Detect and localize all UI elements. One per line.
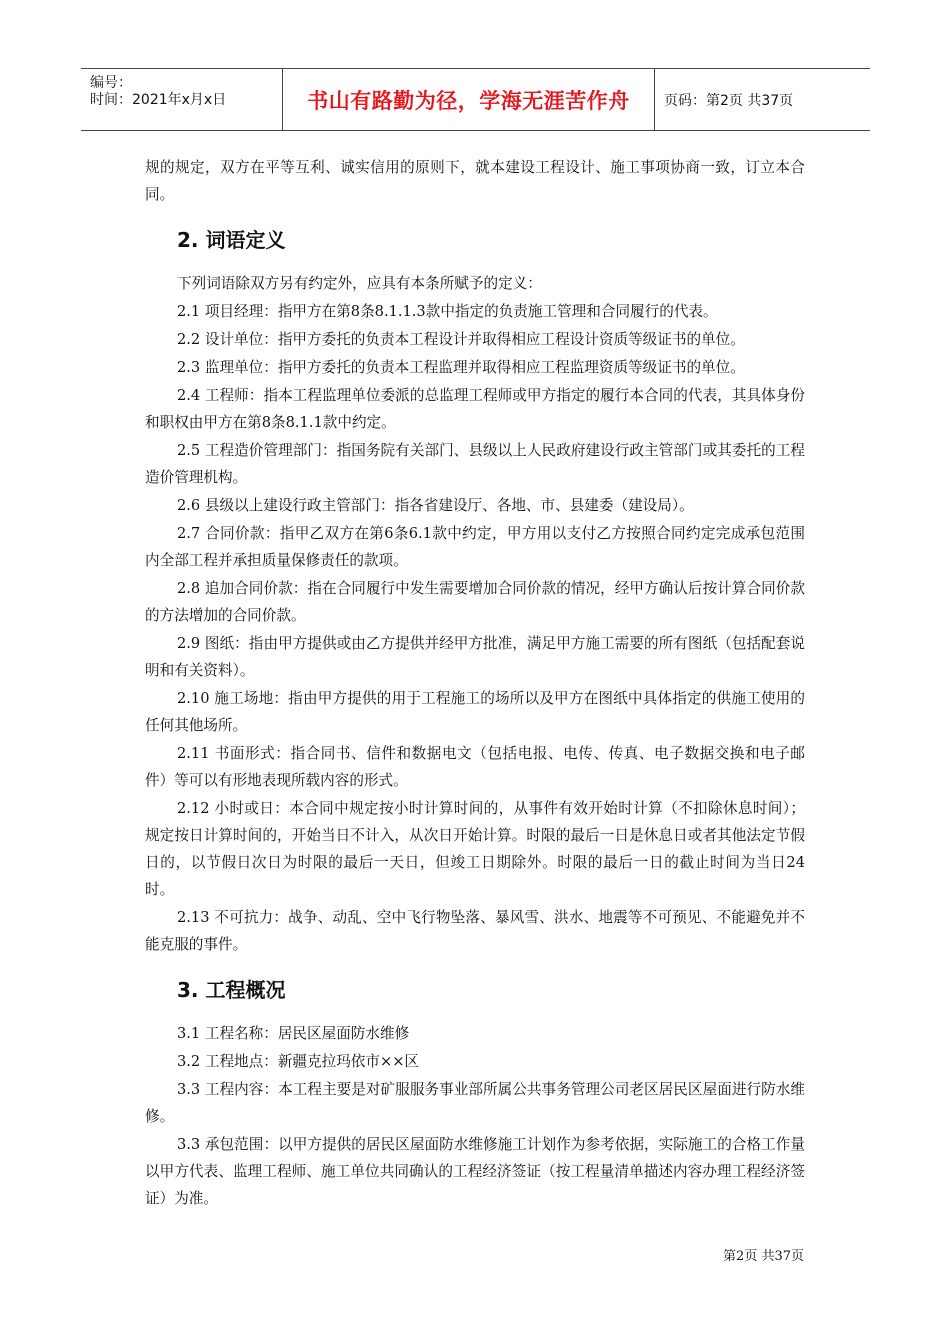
section-3-heading: 3. 工程概况 xyxy=(177,978,286,1002)
section-3-paragraph: 3.1 工程名称：居民区屋面防水维修 xyxy=(177,1025,410,1042)
header-page-cell xyxy=(655,69,870,130)
section-3-paragraph: 3.3 工程内容：本工程主要是对矿服服务事业部所属公共事务管理公司老区居民区屋面进行防水维修。 xyxy=(145,1081,805,1125)
header-page-number: 页码：第2页 共37页 xyxy=(664,92,794,109)
intro-paragraph: 规的规定，双方在平等互利、诚实信用的原则下，就本建设工程设计、施工事项协商一致，订立本合同。 xyxy=(145,159,805,203)
section-2-paragraph: 2.3 监理单位：指甲方委托的负责本工程监理并取得相应工程监理资质等级证书的单位。 xyxy=(177,359,745,376)
header-meta-cell xyxy=(81,69,282,130)
section-2-paragraph: 2.6 县级以上建设行政主管部门：指各省建设厅、各地、市、县建委（建设局）。 xyxy=(177,497,694,514)
section-2-paragraph: 2.2 设计单位：指甲方委托的负责本工程设计并取得相应工程设计资质等级证书的单位。 xyxy=(177,331,745,348)
document-body xyxy=(145,154,805,1213)
section-2-paragraph: 2.5 工程造价管理部门：指国务院有关部门、县级以上人民政府建设行政主管部门或其委托的工程造价管理机构。 xyxy=(145,442,805,486)
section-2-paragraph: 2.8 追加合同价款：指在合同履行中发生需要增加合同价款的情况，经甲方确认后按计算合同价款的方法增加的合同价款。 xyxy=(145,580,805,624)
document-date-label: 时间：2021年x月x日 xyxy=(90,92,227,108)
section-3-paragraph: 3.3 承包范围：以甲方提供的居民区屋面防水维修施工计划作为参考依据，实际施工的合格工作量以甲方代表、监理工程师、施工单位共同确认的工程经济签证（按工程量清单描述内容办理工程经济签证）为准。 xyxy=(145,1136,805,1207)
header-motto-cell xyxy=(282,69,655,130)
section-2-paragraph: 2.7 合同价款：指甲乙双方在第6条6.1款中约定，甲方用以支付乙方按照合同约定完成承包范围内全部工程并承担质量保修责任的款项。 xyxy=(145,525,805,569)
section-2-paragraph: 2.12 小时或日：本合同中规定按小时计算时间的，从事件有效开始时计算（不扣除休息时间）；规定按日计算时间的，开始当日不计入，从次日开始计算。时限的最后一日是休息日或者其他法定节假日的，以节假日次日为时限的最后一天日，但竣工日期除外。时限的最后一日的截止时间为当日24时。 xyxy=(145,800,805,898)
section-2-paragraph: 2.1 项目经理：指甲方在第8条8.1.1.3款中指定的负责施工管理和合同履行的代表。 xyxy=(177,303,718,320)
section-3-paragraph: 3.2 工程地点：新疆克拉玛依市××区 xyxy=(177,1053,420,1070)
section-2-paragraph: 2.9 图纸：指由甲方提供或由乙方提供并经甲方批准，满足甲方施工需要的所有图纸（包括配套说明和有关资料）。 xyxy=(145,635,805,679)
section-2-paragraph: 2.4 工程师：指本工程监理单位委派的总监理工程师或甲方指定的履行本合同的代表，其具体身份和职权由甲方在第8条8.1.1款中约定。 xyxy=(145,387,805,431)
section-2-heading: 2. 词语定义 xyxy=(177,228,286,252)
section-2-paragraph: 2.11 书面形式：指合同书、信件和数据电文（包括电报、电传、传真、电子数据交换和电子邮件）等可以有形地表现所载内容的形式。 xyxy=(145,745,805,789)
section-2-paragraph: 下列词语除双方另有约定外，应具有本条所赋予的定义： xyxy=(177,275,542,292)
section-2-paragraph: 2.13 不可抗力：战争、动乱、空中飞行物坠落、暴风雪、洪水、地震等不可预见、不能避免并不能克服的事件。 xyxy=(145,909,805,953)
document-number-label: 编号： xyxy=(90,75,132,91)
document-header xyxy=(81,68,870,131)
page-footer: 第2页 共37页 xyxy=(723,1249,804,1264)
section-2-paragraph: 2.10 施工场地：指由甲方提供的用于工程施工的场所以及甲方在图纸中具体指定的供施工使用的任何其他场所。 xyxy=(145,690,805,734)
header-motto: 书山有路勤为径，学海无涯苦作舟 xyxy=(307,88,630,113)
